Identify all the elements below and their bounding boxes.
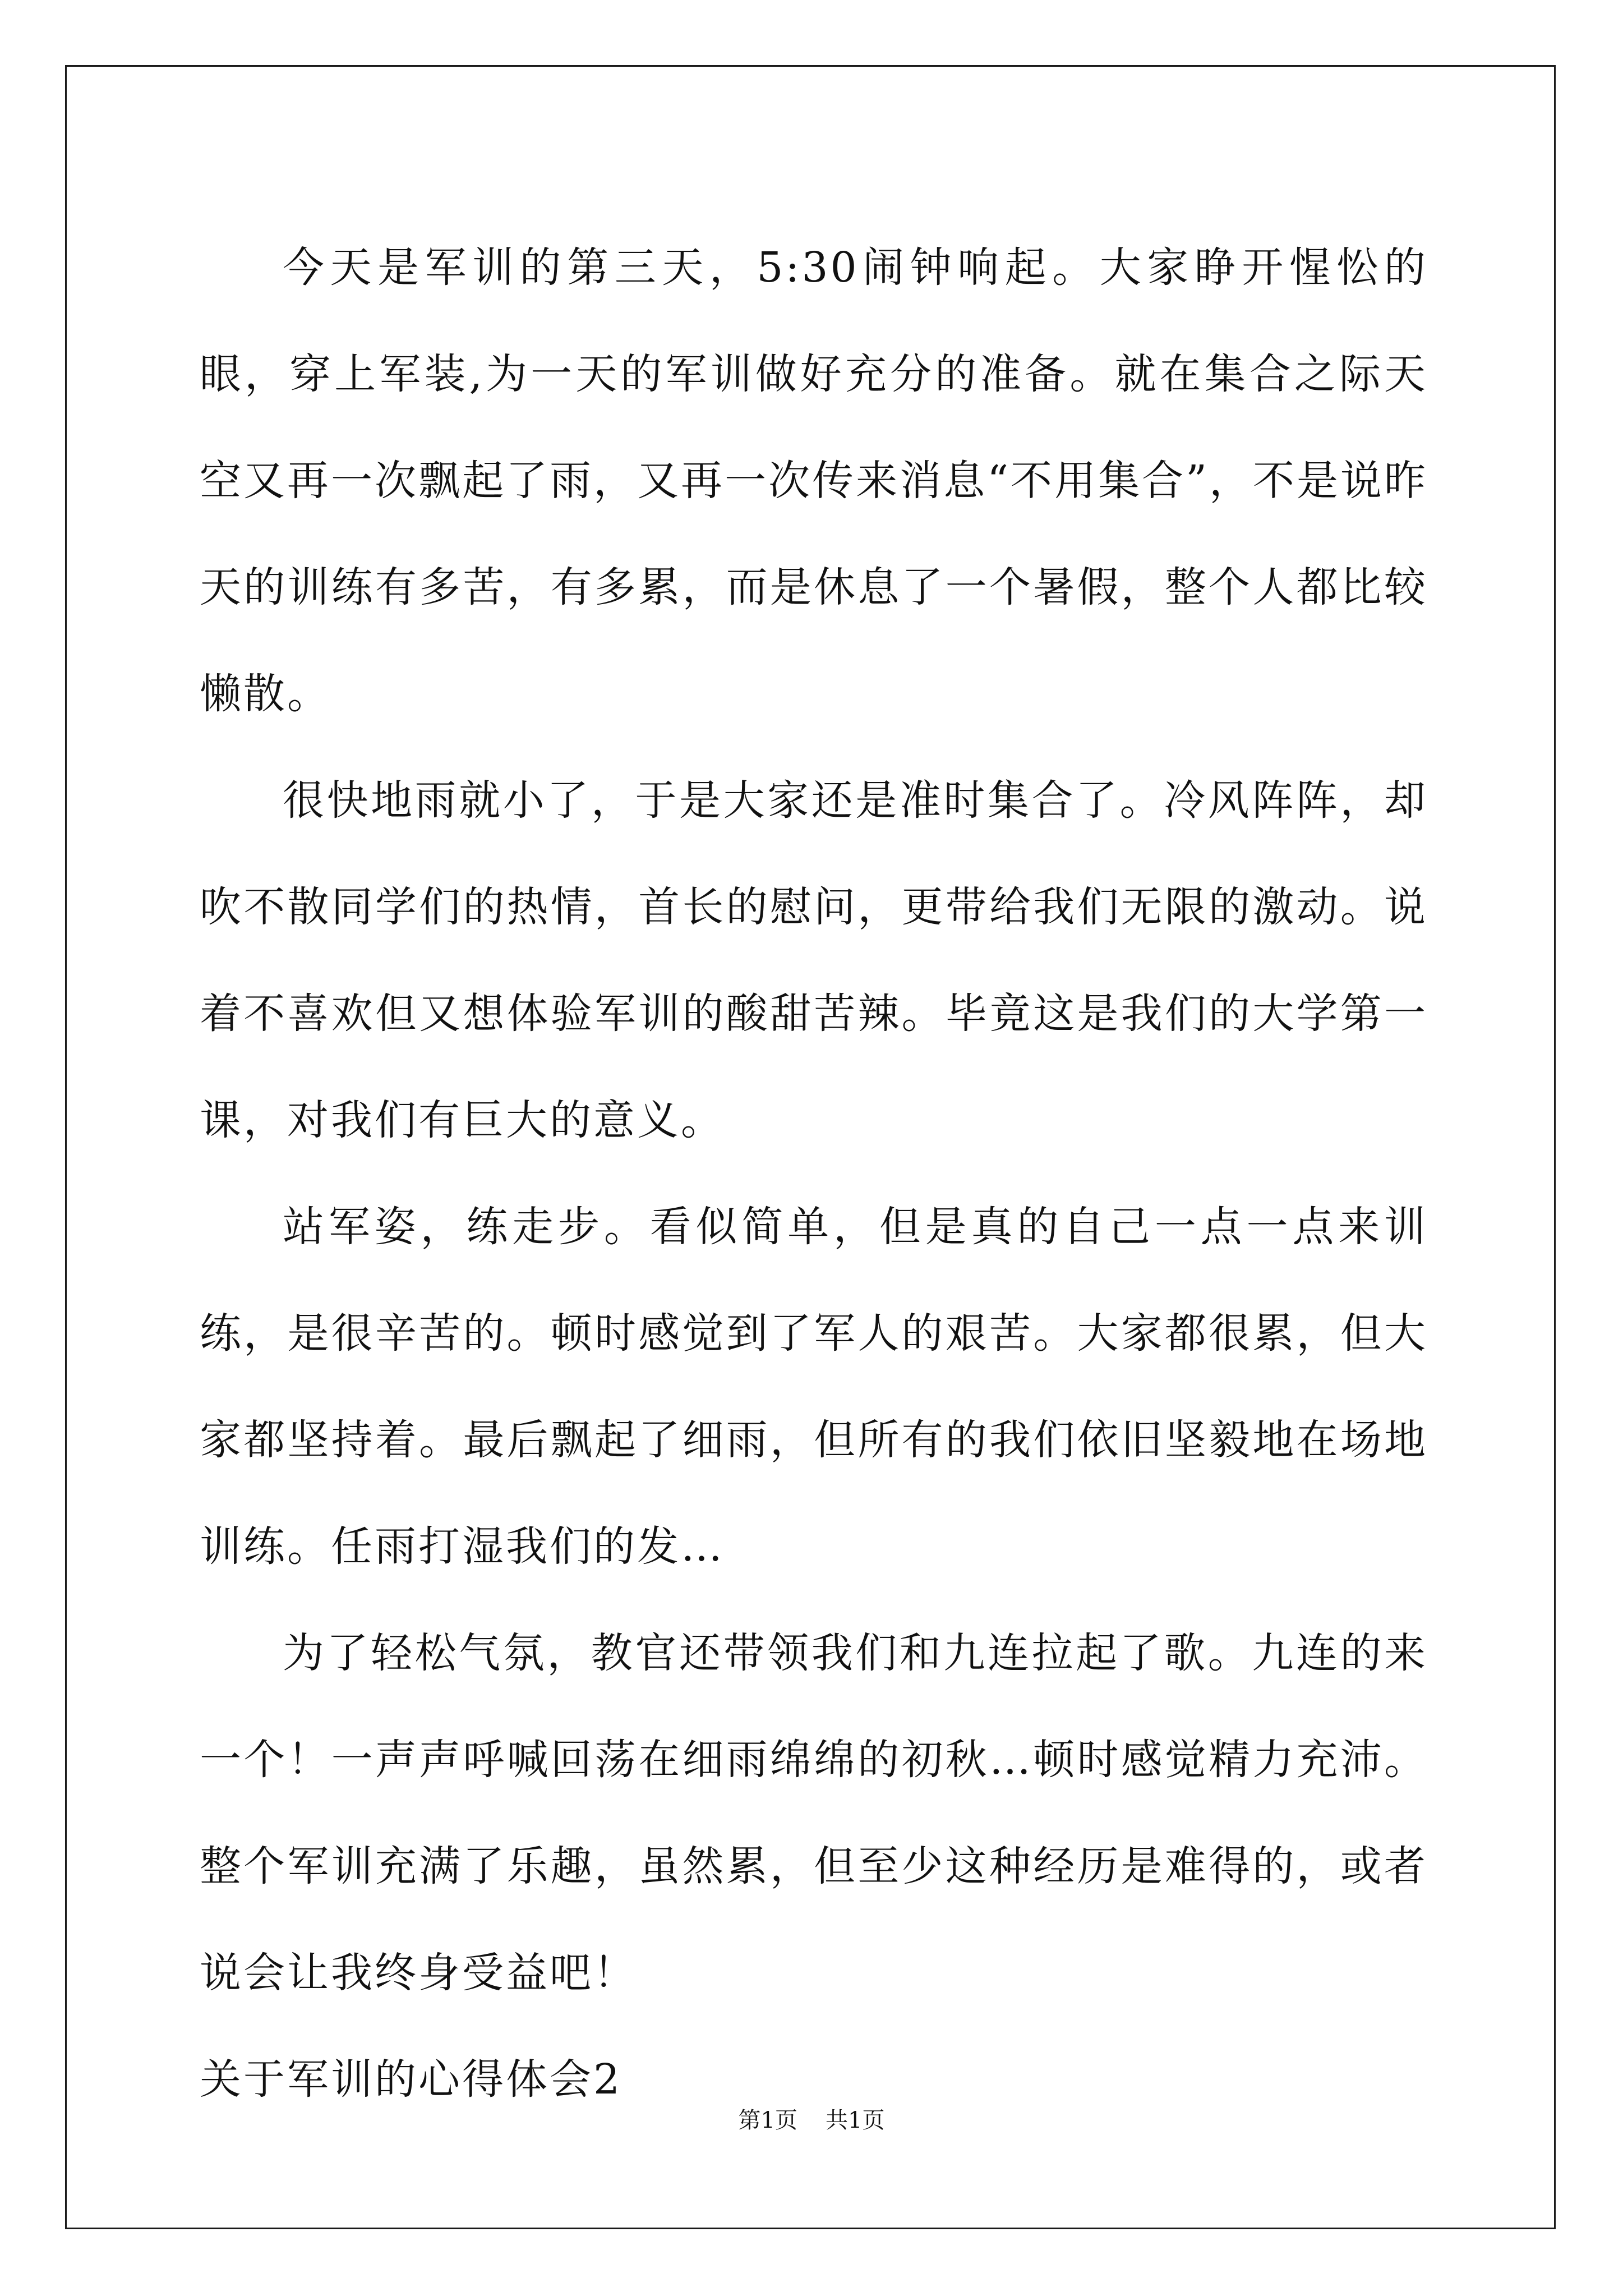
paragraph-2: 很快地雨就小了，于是大家还是准时集合了。冷风阵阵，却吹不散同学们的热情，首长的慰问，更带给我们无限的激动。说着不喜欢但又想体验军训的酸甜苦辣。毕竟这是我们的大学第一课，对我们有巨大的意义。 bbox=[200, 776, 1428, 1144]
section-heading: 关于军训的心得体会2 bbox=[200, 2055, 623, 2104]
document-body bbox=[200, 214, 1428, 2133]
page-total: 共1页 bbox=[826, 2108, 885, 2133]
paragraph-4: 为了轻松气氛，教官还带领我们和九连拉起了歌。九连的来一个！一声声呼喊回荡在细雨绵绵的初秋…顿时感觉精力充沛。整个军训充满了乐趣，虽然累，但至少这种经历是难得的，或者说会让我终身受益吧！ bbox=[200, 1629, 1428, 1997]
page-number: 第1页 bbox=[738, 2108, 797, 2133]
page-footer bbox=[0, 2104, 1623, 2137]
paragraph-1: 今天是军训的第三天，5:30闹钟响起。大家睁开惺忪的眼，穿上军装,为一天的军训做好充分的准备。就在集合之际天空又再一次飘起了雨，又再一次传来消息“不用集合”，不是说昨天的训练有多苦，有多累，而是休息了一个暑假，整个人都比较懒散。 bbox=[200, 243, 1428, 718]
paragraph-3: 站军姿，练走步。看似简单，但是真的自己一点一点来训练，是很辛苦的。顿时感觉到了军人的艰苦。大家都很累，但大家都坚持着。最后飘起了细雨，但所有的我们依旧坚毅地在场地训练。任雨打湿我们的发… bbox=[200, 1203, 1428, 1571]
